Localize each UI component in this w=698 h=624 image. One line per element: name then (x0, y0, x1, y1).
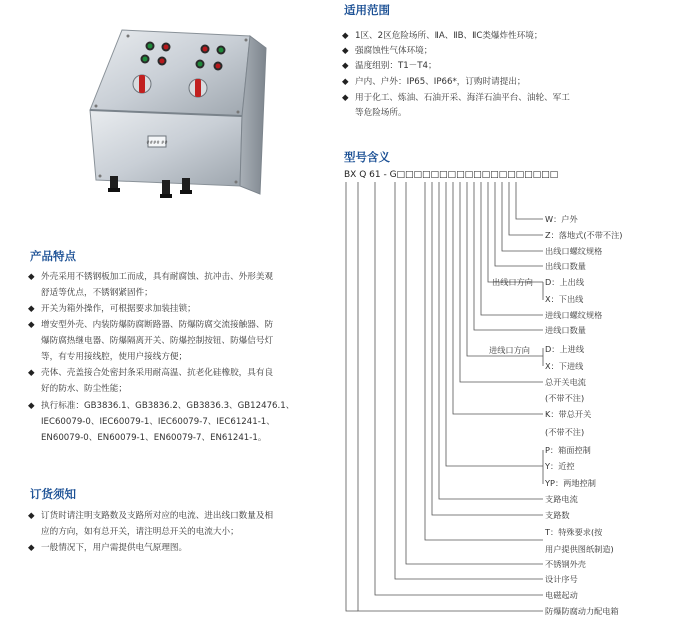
model-label: D：上进线 (545, 344, 585, 354)
application-item: 户内、户外：IP65、IP66*，订购时请提出； (355, 77, 526, 87)
bullet-diamond-icon: ◆ (342, 46, 349, 56)
feature-line: 增安型外壳、内装防爆防腐断路器、防爆防腐交流接触器、防 (41, 320, 274, 330)
model-label: P：箱面控制 (545, 445, 591, 455)
model-label: 出线口数量 (545, 261, 586, 271)
feature-line: 爆防腐热继电器、防爆隔离开关、防爆控制按钮、防爆信号灯 (41, 336, 274, 346)
application-item: 1区、2区危险场所、ⅡA、ⅡB、ⅡC类爆炸性环境； (355, 31, 543, 41)
ordering-title: 订货须知 (30, 487, 76, 501)
model-label: Y：近控 (545, 461, 575, 471)
model-title: 型号含义 (344, 150, 390, 164)
application-item: 用于化工、炼油、石油开采、海洋石油平台、油轮、军工 (355, 93, 570, 103)
model-label: (不带不注) (545, 393, 585, 403)
model-code: BX Q 61 - G□□□□□□□□□□□□□□□□□□□ (344, 170, 559, 180)
feature-line: EN60079-0、EN60079-1、EN60079-7、EN61241-1。 (41, 433, 267, 443)
bullet-diamond-icon: ◆ (28, 543, 35, 553)
model-bracket-label: 出线口方向 (492, 277, 533, 287)
model-label: 电磁起动 (545, 590, 578, 600)
model-label: 进线口螺纹规格 (545, 310, 603, 320)
model-label: 进线口数量 (545, 325, 586, 335)
feature-line: 舒适等优点，不锈钢紧固件； (41, 288, 153, 298)
model-label: 不锈钢外壳 (545, 559, 586, 569)
ordering-line: 一般情况下，用户需提供电气原理图。 (41, 543, 188, 553)
bullet-diamond-icon: ◆ (342, 93, 349, 103)
nameplate-text: #### ## (146, 140, 168, 145)
feature-line: 壳体、壳盖接合处密封条采用耐高温、抗老化硅橡胶，具有良 (41, 368, 274, 378)
bullet-diamond-icon: ◆ (342, 61, 349, 71)
bullet-diamond-icon: ◆ (28, 304, 35, 314)
model-label: K：带总开关 (545, 409, 592, 419)
feature-line: 外壳采用不锈钢板加工而成，具有耐腐蚀、抗冲击、外形美观 (41, 272, 274, 282)
model-label: 出线口螺纹规格 (545, 246, 603, 256)
feature-line: IEC60079-0、IEC60079-1、IEC60079-7、IEC61241-1、 (41, 417, 275, 427)
bullet-diamond-icon: ◆ (28, 272, 35, 282)
product-image (70, 18, 310, 208)
model-label: W：户外 (545, 214, 578, 224)
application-item: 等危险场所。 (355, 108, 407, 118)
model-label: Z：落地式(不带不注) (545, 230, 623, 240)
model-label: D：上出线 (545, 277, 585, 287)
application-item: 温度组别：T1－T4； (355, 61, 437, 71)
model-bracket-label: 进线口方向 (489, 345, 530, 355)
bullet-diamond-icon: ◆ (28, 511, 35, 521)
features-title: 产品特点 (30, 249, 76, 263)
application-item: 强腐蚀性气体环境； (355, 46, 433, 56)
bullet-diamond-icon: ◆ (342, 77, 349, 87)
model-label: T：特殊要求(按 (545, 527, 603, 537)
feature-line: 开关为箱外操作，可根据要求加装挂锁； (41, 304, 196, 314)
ordering-line: 订货时请注明支路数及支路所对应的电流、进出线口数量及相 (41, 511, 274, 521)
model-label: 总开关电流 (545, 377, 586, 387)
model-label: 防爆防腐动力配电箱 (545, 606, 619, 616)
feature-line: 好的防水、防尘性能； (41, 384, 127, 394)
model-label: X：下进线 (545, 361, 584, 371)
model-label: 支路数 (545, 510, 570, 520)
model-label: X：下出线 (545, 294, 584, 304)
bullet-diamond-icon: ◆ (28, 320, 35, 330)
bullet-diamond-icon: ◆ (28, 401, 35, 411)
model-label: 用户提供图纸制造) (545, 544, 614, 554)
bullet-diamond-icon: ◆ (28, 368, 35, 378)
application-title: 适用范围 (344, 3, 390, 17)
feature-line: 执行标准：GB3836.1、GB3836.2、GB3836.3、GB12476.1、 (41, 401, 295, 411)
model-label: (不带不注) (545, 427, 585, 437)
enclosure-illustration (70, 18, 310, 208)
feature-line: 等，有专用接线腔，使用户接线方便； (41, 352, 188, 362)
model-label: 支路电流 (545, 494, 578, 504)
model-label: 设计序号 (545, 574, 578, 584)
ordering-line: 应的方向，如有总开关，请注明总开关的电流大小； (41, 527, 239, 537)
model-label: YP：两地控制 (545, 478, 596, 488)
bullet-diamond-icon: ◆ (342, 31, 349, 41)
